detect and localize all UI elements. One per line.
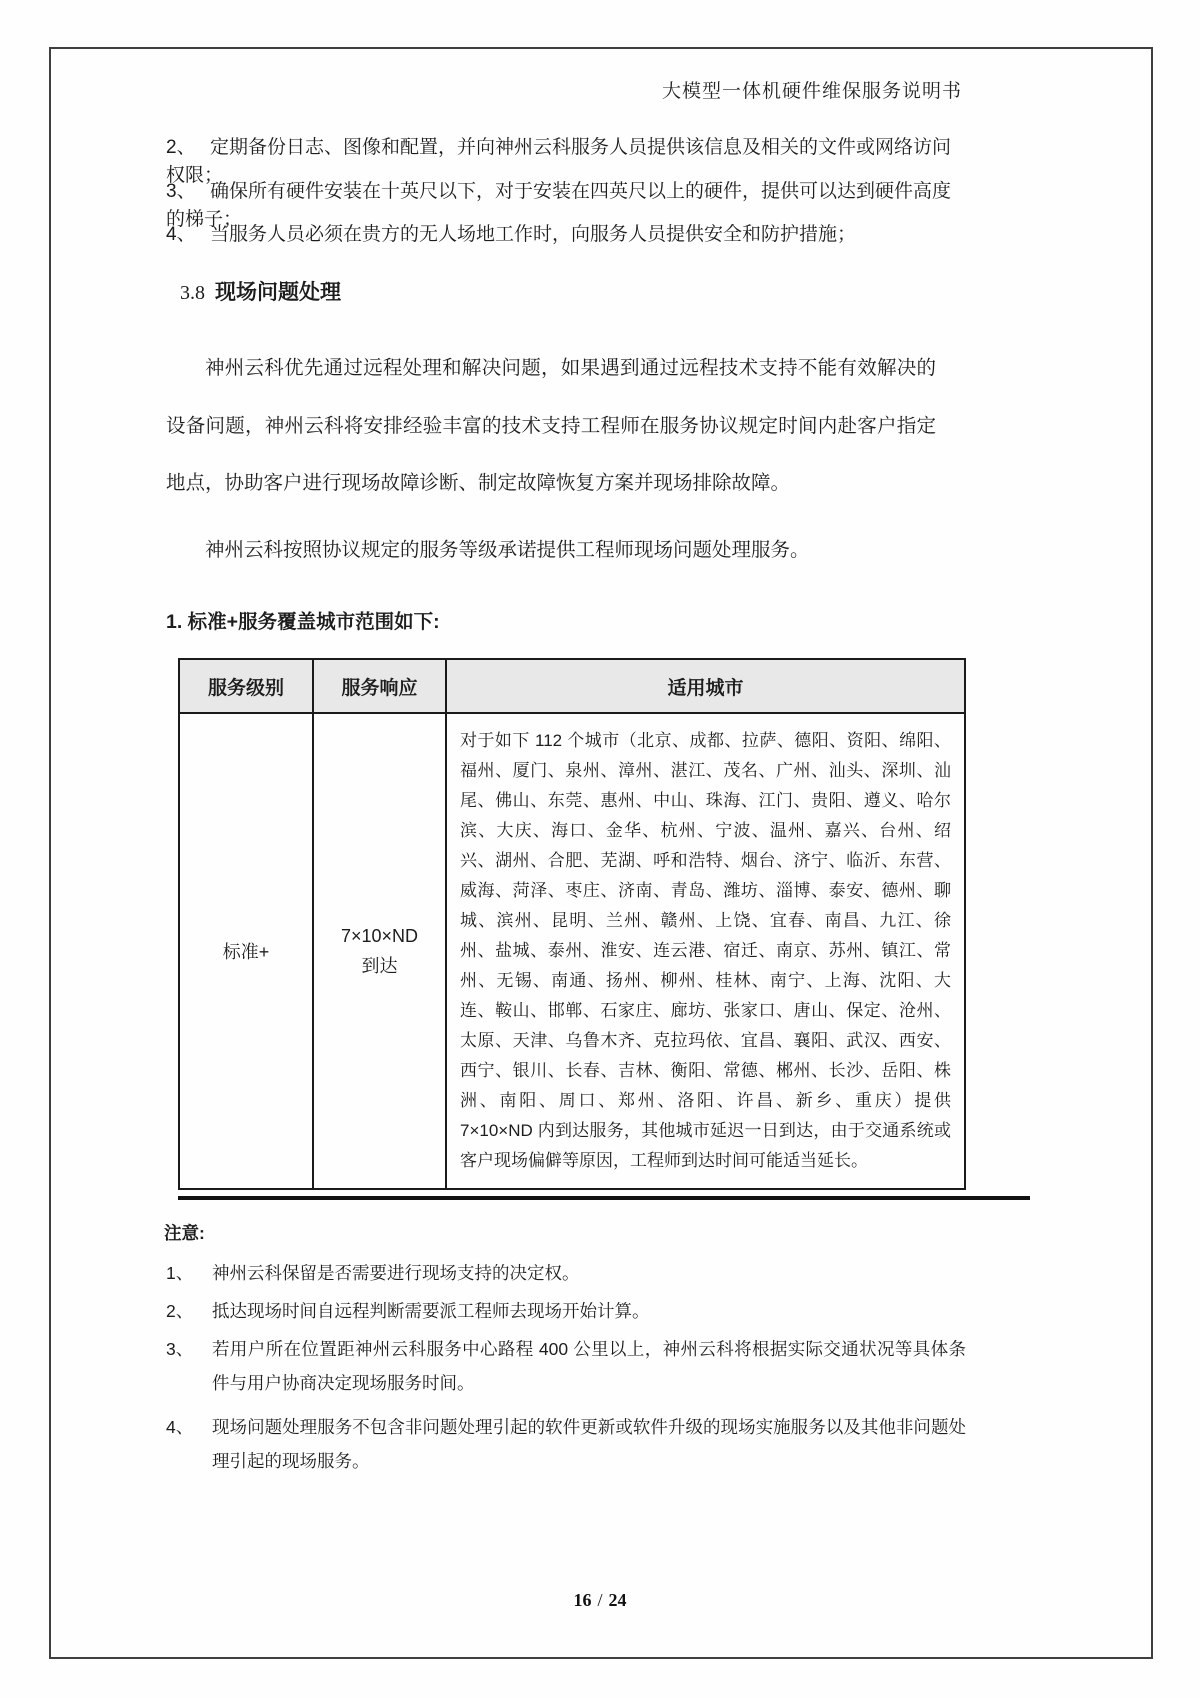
list-item-text: 定期备份日志、图像和配置，并向神州云科服务人员提供该信息及相关的文件或网络访问权限； [166, 137, 952, 186]
section-heading [180, 276, 341, 306]
body-paragraph: 神州云科按照协议规定的服务等级承诺提供工程师现场问题处理服务。 [205, 539, 810, 561]
list-item-number: 4、 [166, 224, 196, 245]
page-number-current: 16 [573, 1590, 592, 1610]
service-response-line2: 到达 [361, 956, 398, 976]
note-text: 现场问题处理服务不包含非问题处理引起的软件更新或软件升级的现场实施服务以及其他非问题处理引起的现场服务。 [212, 1417, 966, 1471]
document-header-title: 大模型一体机硬件维保服务说明书 [661, 81, 962, 102]
horizontal-rule [178, 1196, 1030, 1200]
cell-service-level: 标准+ [179, 713, 313, 1189]
note-item [166, 1332, 966, 1400]
page-number [0, 1590, 1200, 1611]
note-text: 抵达现场时间自远程判断需要派工程师去现场开始计算。 [212, 1301, 650, 1321]
list-item-text: 确保所有硬件安装在十英尺以下，对于安装在四英尺以上的硬件，提供可以达到硬件高度的梯子； [166, 181, 952, 230]
table-row [179, 713, 965, 1189]
note-number: 1、 [166, 1263, 194, 1283]
note-number: 4、 [166, 1417, 194, 1437]
list-item-number: 3、 [166, 181, 196, 202]
cell-applicable-cities: 对于如下 112 个城市（北京、成都、拉萨、德阳、资阳、绵阳、福州、厦门、泉州、漳州、湛江、茂名、广州、汕头、深圳、汕尾、佛山、东莞、惠州、中山、珠海、江门、贵阳、遵义、哈尔滨、大庆、海口、金华、杭州、宁波、温州、嘉兴、台州、绍兴、湖州、合肥、芜湖、呼和浩特、烟台、济宁、临沂、东营、威海、菏泽、枣庄、济南、青岛、潍坊、淄博、泰安、德州、聊城、滨州、昆明、兰州、赣州、上饶、宜春、南昌、九江、徐州、盐城、泰州、淮安、连云港、宿迁、南京、苏州、镇江、常州、无锡、南通、扬州、柳州、桂林、南宁、上海、沈阳、大连、鞍山、邯郸、石家庄、廊坊、张家口、唐山、保定、沧州、太原、天津、乌鲁木齐、克拉玛依、宜昌、襄阳、武汉、西安、西宁、银川、长春、吉林、衡阳、常德、郴州、长沙、岳阳、株洲、南阳、周口、郑州、洛阳、许昌、新乡、重庆）提供 7×10×ND 内到达服务，其他城市延迟一日到达，由于交通系统或客户现场偏僻等原因，工程师到达时间可能适当延长。 [446, 713, 965, 1189]
cell-service-response [313, 713, 446, 1189]
table-caption: 1. 标准+服务覆盖城市范围如下: [166, 611, 440, 633]
note-item [166, 1294, 966, 1328]
note-text: 若用户所在位置距神州云科服务中心路程 400 公里以上，神州云科将根据实际交通状况等具体条件与用户协商决定现场服务时间。 [212, 1339, 966, 1393]
notes-heading: 注意: [164, 1223, 205, 1243]
note-number: 3、 [166, 1339, 194, 1359]
section-title: 现场问题处理 [215, 281, 341, 304]
service-coverage-table [178, 658, 966, 1190]
note-number: 2、 [166, 1301, 194, 1321]
body-paragraph: 神州云科优先通过远程处理和解决问题，如果遇到通过远程技术支持不能有效解决的设备问题，神州云科将安排经验丰富的技术支持工程师在服务协议规定时间内赴客户指定地点，协助客户进行现场故障诊断、制定故障恢复方案并现场排除故障。 [166, 357, 936, 494]
table-header-service-level: 服务级别 [179, 659, 313, 713]
list-item [166, 221, 956, 249]
service-response-line1: 7×10×ND [340, 926, 419, 946]
note-item [166, 1256, 966, 1290]
page-number-total: 24 [608, 1590, 627, 1610]
page-number-separator: / [597, 1590, 603, 1610]
table-header-applicable-cities: 适用城市 [446, 659, 965, 713]
list-item-text: 当服务人员必须在贵方的无人场地工作时，向服务人员提供安全和防护措施； [210, 224, 857, 245]
note-text: 神州云科保留是否需要进行现场支持的决定权。 [212, 1263, 580, 1283]
table-header-service-response: 服务响应 [313, 659, 446, 713]
section-number: 3.8 [180, 282, 205, 304]
list-item-number: 2、 [166, 137, 196, 158]
note-item [166, 1410, 966, 1478]
table-header-row [179, 659, 965, 713]
